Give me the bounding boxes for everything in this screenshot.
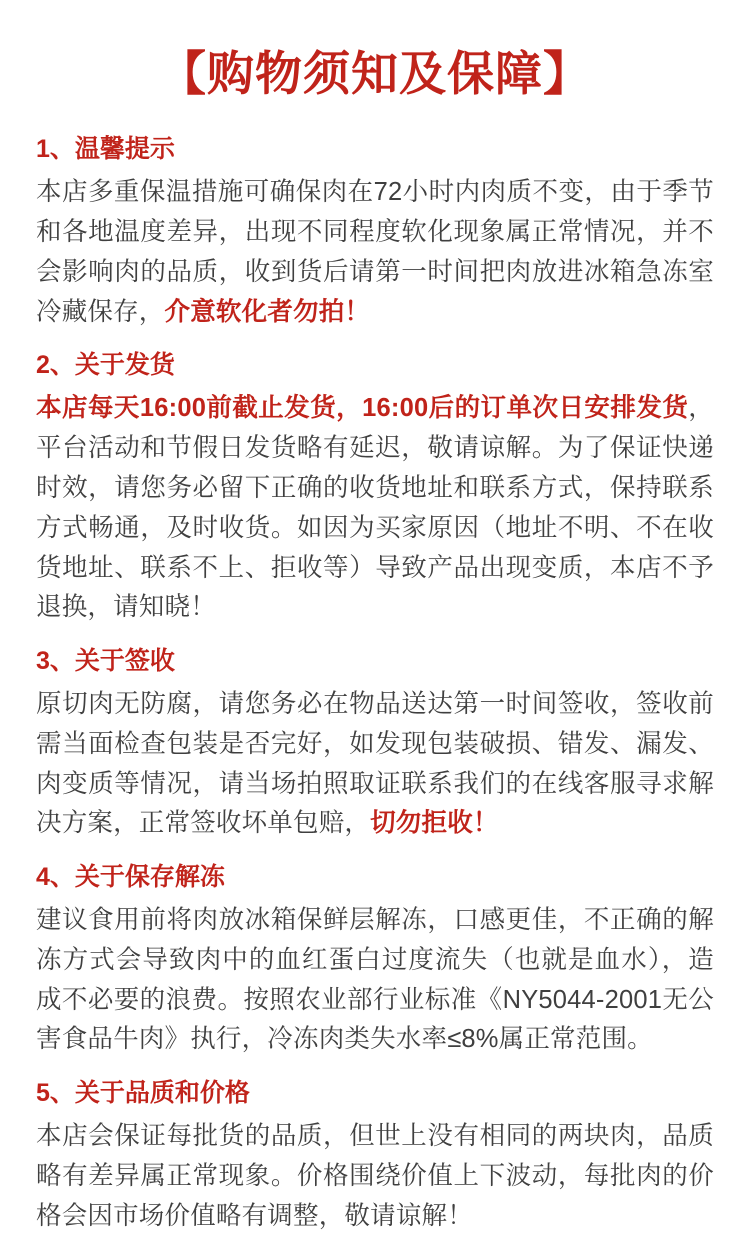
section-heading-shipping: 2、关于发货 xyxy=(36,351,175,380)
text-run: ，平台活动和节假日发货略有延迟，敬请谅解。为了保证快递时效，请您务必留下正确的收货地址和联系方式，保持联系方式畅通，及时收货。如因为买家原因（地址不明、不在收货地址、联系不上、拒收等）导致产品出现变质，本店不予退换，请知晓！ xyxy=(36,394,714,622)
text-run: 本店会保证每批货的品质，但世上没有相同的两块肉，品质略有差异属正常现象。价格围绕价值上下波动，每批肉的价格会因市场价值略有调整，敬请谅解！ xyxy=(36,1122,714,1230)
section-body-tips xyxy=(36,173,714,332)
page-title: 【购物须知及保障】 xyxy=(159,47,591,100)
section-heading-receiving: 3、关于签收 xyxy=(36,647,175,676)
section-quality-price xyxy=(36,1076,714,1236)
section-body-quality-price xyxy=(36,1117,714,1236)
section-heading-quality-price: 5、关于品质和价格 xyxy=(36,1079,250,1108)
section-shipping xyxy=(36,348,714,628)
text-run-emphasis: 切勿拒收！ xyxy=(370,809,499,838)
text-run: 本店多重保温措施可确保肉在72小时内肉质不变，由于季节和各地温度差异，出现不同程度软化现象属正常情况，并不会影响肉的品质，收到货后请第一时间把肉放进冰箱急冻室冷藏保存， xyxy=(36,178,714,326)
section-storage-thawing xyxy=(36,860,714,1060)
text-run-emphasis: 介意软化者勿拍！ xyxy=(164,297,371,326)
section-tips xyxy=(36,132,714,332)
text-run-emphasis: 本店每天16:00前截止发货，16:00后的订单次日安排发货 xyxy=(36,394,689,423)
section-body-receiving xyxy=(36,685,714,844)
section-body-storage-thawing xyxy=(36,901,714,1060)
section-heading-storage-thawing: 4、关于保存解冻 xyxy=(36,863,225,892)
section-body-shipping xyxy=(36,389,714,628)
section-receiving xyxy=(36,644,714,844)
section-heading-tips: 1、温馨提示 xyxy=(36,135,175,164)
text-run: 建议食用前将肉放冰箱保鲜层解冻，口感更佳，不正确的解冻方式会导致肉中的血红蛋白过度流失（也就是血水），造成不必要的浪费。按照农业部行业标准《NY5044-2001无公害食品牛肉》执行，冷冻肉类失水率≤8%属正常范围。 xyxy=(36,906,714,1054)
text-run: 原切肉无防腐，请您务必在物品送达第一时间签收，签收前需当面检查包装是否完好，如发现包装破损、错发、漏发、肉变质等情况，请当场拍照取证联系我们的在线客服寻求解决方案，正常签收坏单包赔， xyxy=(36,690,714,838)
